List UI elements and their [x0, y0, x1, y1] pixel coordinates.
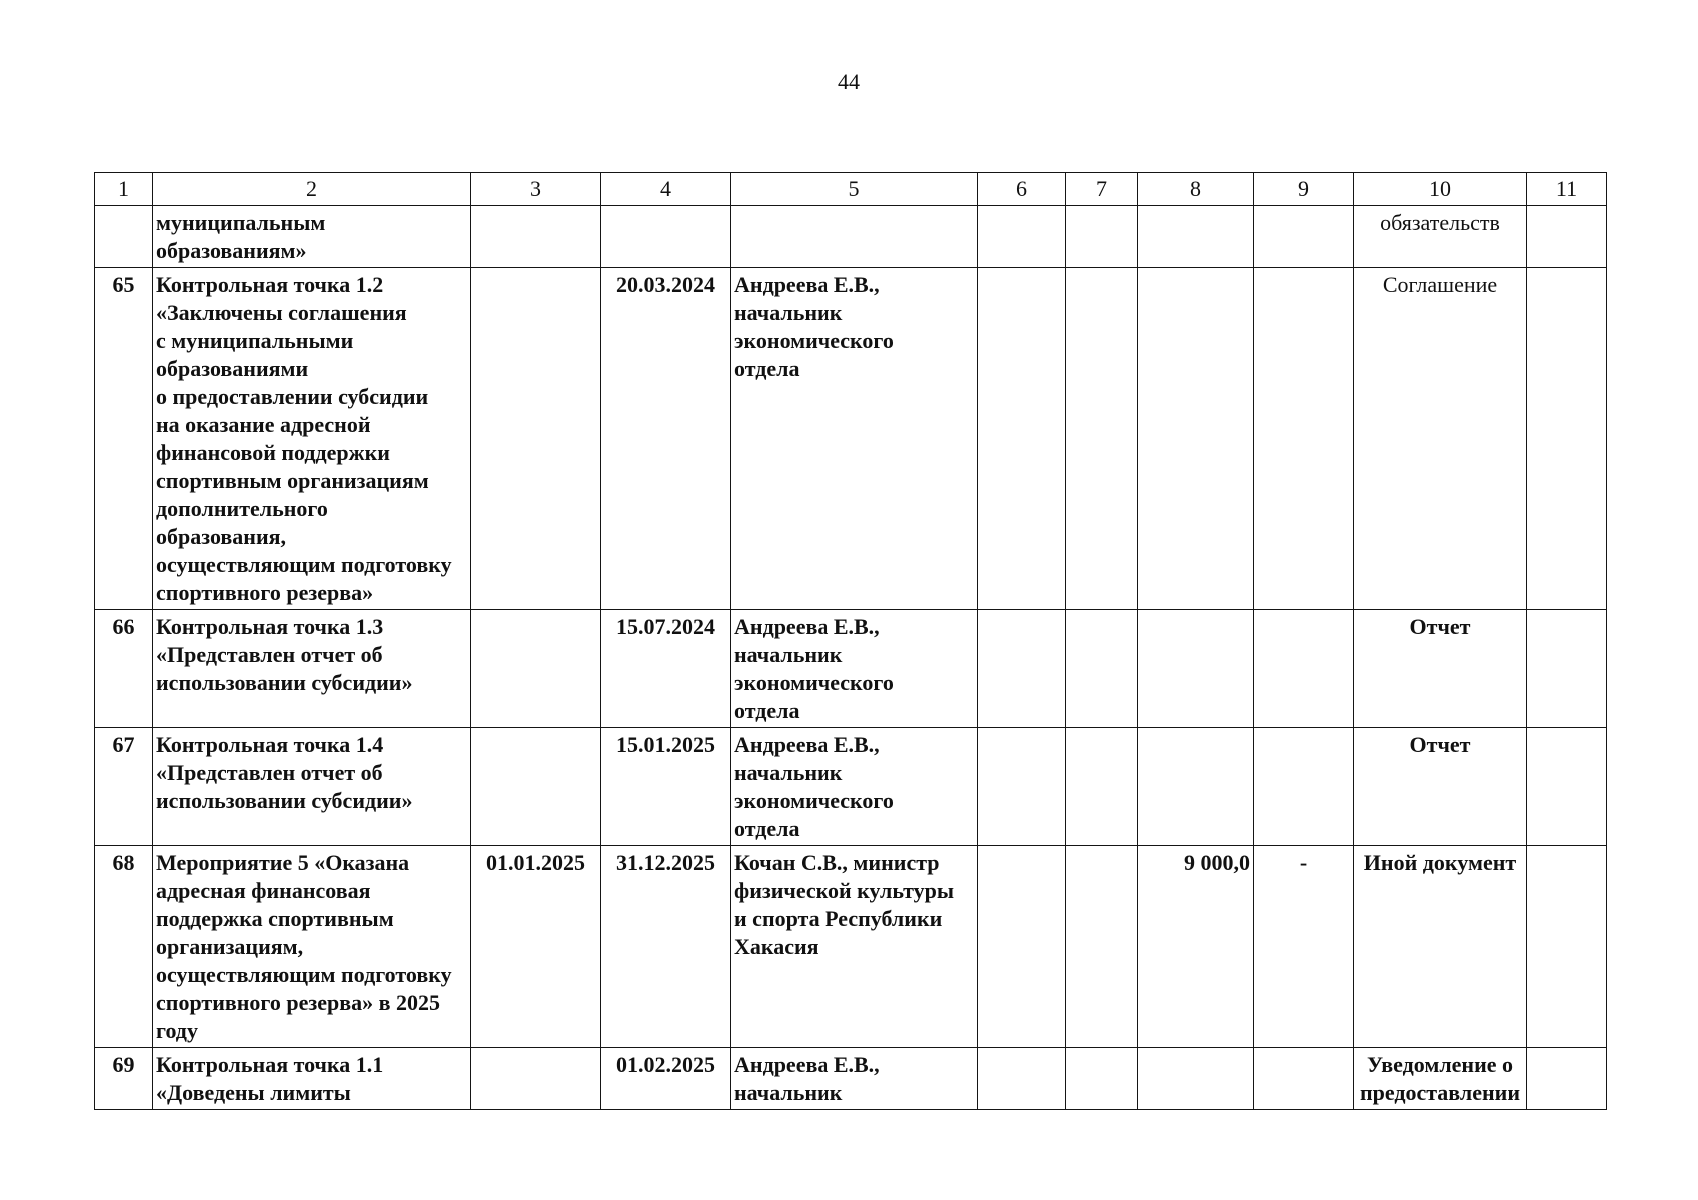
cell-col7: [1066, 1048, 1138, 1110]
cell-col6: [978, 846, 1066, 1048]
column-header: 4: [601, 173, 731, 206]
end-date: 31.12.2025: [601, 846, 731, 1048]
cell-col9: [1254, 268, 1354, 610]
cell-col6: [978, 728, 1066, 846]
item-name: Контрольная точка 1.4 «Представлен отчет об использовании субсидии»: [153, 728, 471, 846]
cell-col6: [978, 206, 1066, 268]
cell-col7: [1066, 268, 1138, 610]
table-row: [95, 1048, 1607, 1110]
cell-col6: [978, 268, 1066, 610]
item-name: муниципальным образованиям»: [153, 206, 471, 268]
page-number: 44: [838, 69, 860, 94]
row-number: 69: [95, 1048, 153, 1110]
cell-col8: [1138, 206, 1254, 268]
document-type: Соглашение: [1354, 268, 1527, 610]
item-name: Мероприятие 5 «Оказана адресная финансовая поддержка спортивным организациям, осуществляющим подготовку спортивного резерва» в 2025 году: [153, 846, 471, 1048]
row-number: 65: [95, 268, 153, 610]
item-name: Контрольная точка 1.2 «Заключены соглашения с муниципальными образованиями о предоставлении субсидии на оказание адресной финансовой поддержки спортивным организациям дополнительного образования, осуществляющим подготовку спортивного резерва»: [153, 268, 471, 610]
cell-col11: [1527, 268, 1607, 610]
table-row: [95, 610, 1607, 728]
row-number: 66: [95, 610, 153, 728]
document-type: обязательств: [1354, 206, 1527, 268]
cell-col11: [1527, 728, 1607, 846]
end-date: 15.07.2024: [601, 610, 731, 728]
column-header: 9: [1254, 173, 1354, 206]
cell-col9: [1254, 206, 1354, 268]
responsible: [731, 206, 978, 268]
start-date: [471, 1048, 601, 1110]
document-type: Отчет: [1354, 610, 1527, 728]
start-date: [471, 268, 601, 610]
column-header: 5: [731, 173, 978, 206]
plan-table: [94, 172, 1607, 1110]
header-row: [95, 173, 1607, 206]
responsible: Андреева Е.В., начальник экономического отдела: [731, 268, 978, 610]
document-type: Иной документ: [1354, 846, 1527, 1048]
cell-col6: [978, 1048, 1066, 1110]
column-header: 1: [95, 173, 153, 206]
row-number: 68: [95, 846, 153, 1048]
cell-col7: [1066, 728, 1138, 846]
cell-col8: [1138, 728, 1254, 846]
column-header: 2: [153, 173, 471, 206]
item-name: Контрольная точка 1.1 «Доведены лимиты: [153, 1048, 471, 1110]
start-date: [471, 206, 601, 268]
cell-col8: [1138, 268, 1254, 610]
table-row: [95, 206, 1607, 268]
column-header: 11: [1527, 173, 1607, 206]
cell-col11: [1527, 846, 1607, 1048]
start-date: [471, 728, 601, 846]
cell-col9: [1254, 728, 1354, 846]
column-header: 10: [1354, 173, 1527, 206]
end-date: 15.01.2025: [601, 728, 731, 846]
cell-col9: [1254, 610, 1354, 728]
column-header: 6: [978, 173, 1066, 206]
table-row: [95, 728, 1607, 846]
cell-col6: [978, 610, 1066, 728]
row-number: 67: [95, 728, 153, 846]
cell-col11: [1527, 1048, 1607, 1110]
document-type: Отчет: [1354, 728, 1527, 846]
responsible: Андреева Е.В., начальник экономического отдела: [731, 610, 978, 728]
cell-col9: [1254, 1048, 1354, 1110]
responsible: Андреева Е.В., начальник: [731, 1048, 978, 1110]
end-date: 20.03.2024: [601, 268, 731, 610]
cell-col8: 9 000,0: [1138, 846, 1254, 1048]
item-name: Контрольная точка 1.3 «Представлен отчет об использовании субсидии»: [153, 610, 471, 728]
cell-col11: [1527, 206, 1607, 268]
start-date: 01.01.2025: [471, 846, 601, 1048]
cell-col11: [1527, 610, 1607, 728]
cell-col8: [1138, 610, 1254, 728]
end-date: [601, 206, 731, 268]
column-header: 7: [1066, 173, 1138, 206]
cell-col7: [1066, 610, 1138, 728]
end-date: 01.02.2025: [601, 1048, 731, 1110]
column-header: 8: [1138, 173, 1254, 206]
row-number: [95, 206, 153, 268]
cell-col7: [1066, 206, 1138, 268]
start-date: [471, 610, 601, 728]
cell-col9: -: [1254, 846, 1354, 1048]
column-header: 3: [471, 173, 601, 206]
responsible: Кочан С.В., министр физической культуры и спорта Республики Хакасия: [731, 846, 978, 1048]
responsible: Андреева Е.В., начальник экономического отдела: [731, 728, 978, 846]
table-row: [95, 846, 1607, 1048]
cell-col7: [1066, 846, 1138, 1048]
table-row: [95, 268, 1607, 610]
cell-col8: [1138, 1048, 1254, 1110]
document-type: Уведомление о предоставлении: [1354, 1048, 1527, 1110]
